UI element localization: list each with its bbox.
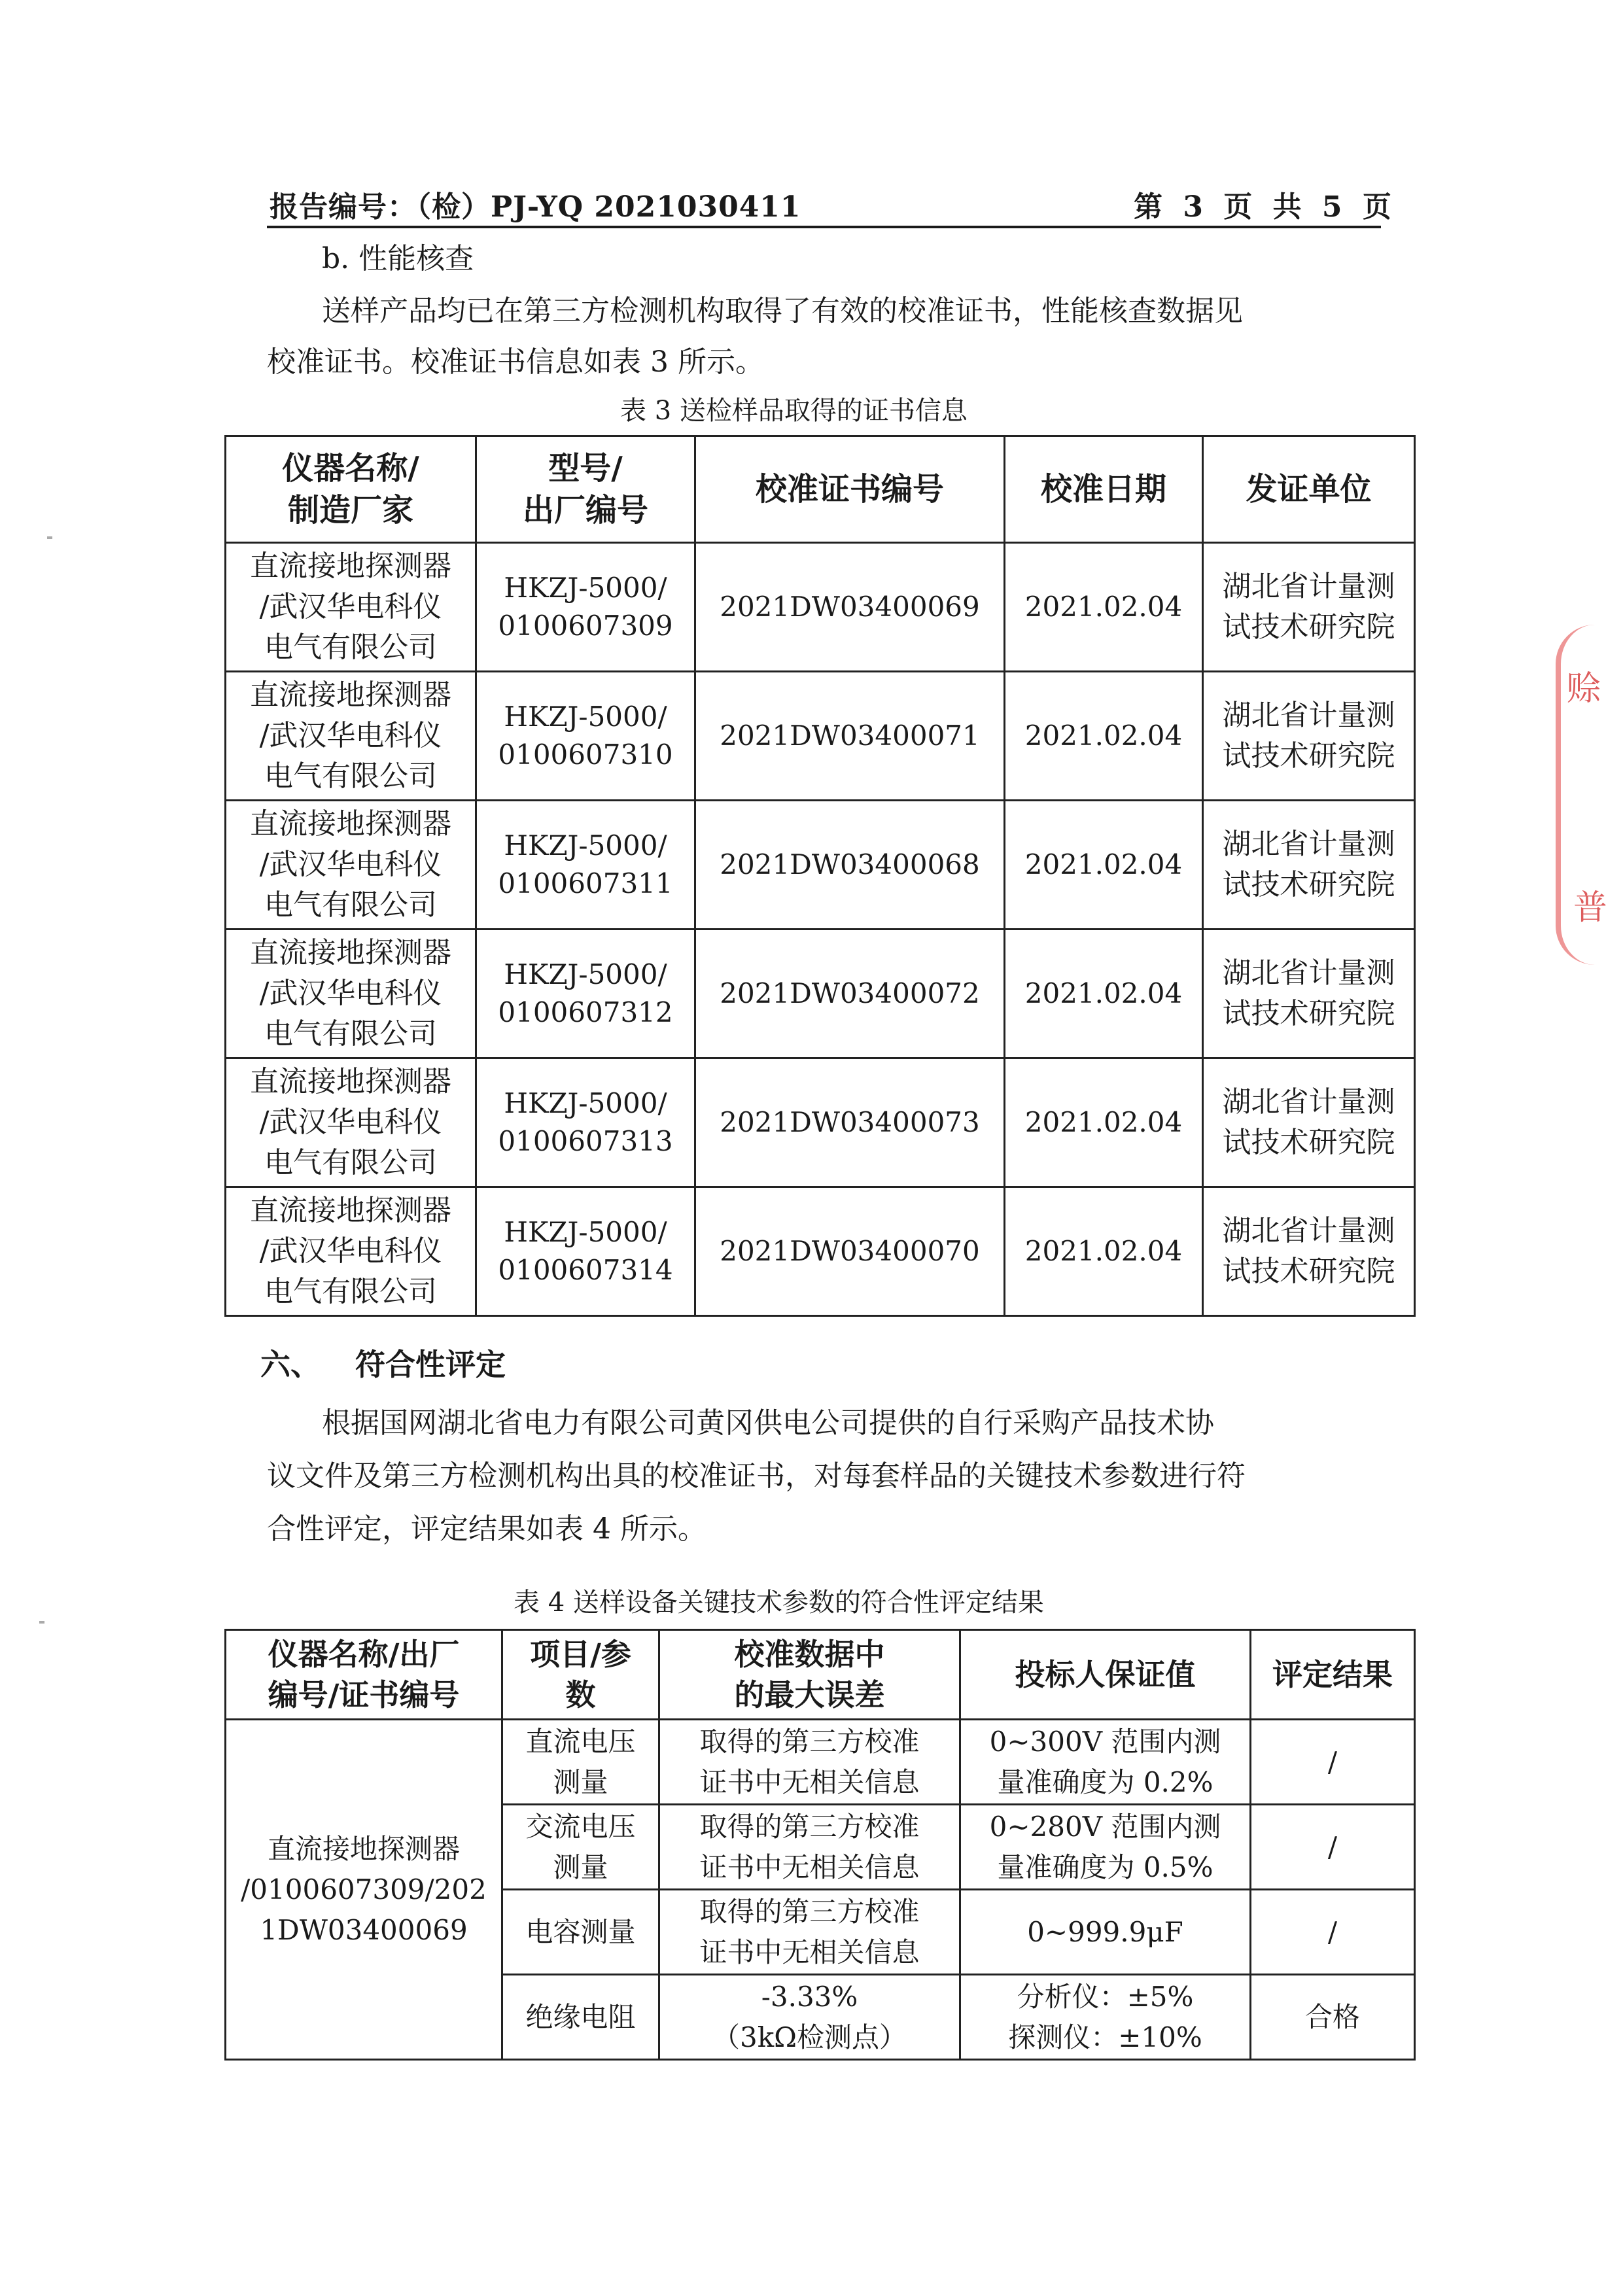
section6-number: 六、: [260, 1347, 321, 1382]
header-cal-date: 校准日期: [1005, 436, 1203, 543]
issuer: 湖北省计量测 试技术研究院: [1203, 801, 1415, 930]
seal-char: 赊: [1567, 669, 1601, 708]
instrument-name: 直流接地探测器 /武汉华电科仪 电气有限公司: [226, 930, 476, 1058]
table-row: [226, 1058, 1415, 1187]
item: 绝缘电阻: [502, 1975, 659, 2060]
cal-date: 2021.02.04: [1005, 543, 1203, 672]
result: /: [1251, 1720, 1415, 1805]
table-header-row: [226, 1630, 1415, 1720]
device-id: 直流接地探测器 /0100607309/202 1DW03400069: [226, 1720, 502, 2060]
certificate-table: [224, 435, 1416, 1317]
conformity-table: [224, 1629, 1416, 2061]
report-number: 报告编号：（检）PJ-YQ 2021030411: [270, 190, 801, 224]
result: /: [1251, 1890, 1415, 1975]
model-serial: HKZJ-5000/ 0100607314: [476, 1187, 695, 1316]
header-model: 型号/ 出厂编号: [476, 436, 695, 543]
section6-para-line3: 合性评定，评定结果如表 4 所示。: [267, 1512, 707, 1546]
table4-caption: 表 4 送样设备关键技术参数的符合性评定结果: [514, 1588, 1044, 1618]
section-b-para-line2: 校准证书。校准证书信息如表 3 所示。: [267, 345, 764, 379]
header-instrument-cert: 仪器名称/出厂 编号/证书编号: [226, 1630, 502, 1720]
model-serial: HKZJ-5000/ 0100607313: [476, 1058, 695, 1187]
item: 直流电压 测量: [502, 1720, 659, 1805]
cal-date: 2021.02.04: [1005, 801, 1203, 930]
max-error: 取得的第三方校准 证书中无相关信息: [659, 1890, 960, 1975]
table3-caption: 表 3 送检样品取得的证书信息: [620, 396, 968, 426]
result: /: [1251, 1805, 1415, 1890]
item: 交流电压 测量: [502, 1805, 659, 1890]
instrument-name: 直流接地探测器 /武汉华电科仪 电气有限公司: [226, 801, 476, 930]
page-info: 第 3 页 共 5 页: [1134, 190, 1397, 224]
section-b-para-line1: 送样产品均已在第三方检测机构取得了有效的校准证书，性能核查数据见: [322, 294, 1243, 328]
model-serial: HKZJ-5000/ 0100607310: [476, 672, 695, 801]
item: 电容测量: [502, 1890, 659, 1975]
cert-number: 2021DW03400072: [695, 930, 1005, 1058]
guaranteed-value: 0~999.9μF: [960, 1890, 1251, 1975]
model-serial: HKZJ-5000/ 0100607311: [476, 801, 695, 930]
cert-number: 2021DW03400068: [695, 801, 1005, 930]
instrument-name: 直流接地探测器 /武汉华电科仪 电气有限公司: [226, 1058, 476, 1187]
model-serial: HKZJ-5000/ 0100607312: [476, 930, 695, 1058]
header-guaranteed-value: 投标人保证值: [960, 1630, 1251, 1720]
guaranteed-value: 0~280V 范围内测 量准确度为 0.5%: [960, 1805, 1251, 1890]
table-row: [226, 1187, 1415, 1316]
issuer: 湖北省计量测 试技术研究院: [1203, 930, 1415, 1058]
header-max-error: 校准数据中 的最大误差: [659, 1630, 960, 1720]
cert-number: 2021DW03400073: [695, 1058, 1005, 1187]
issuer: 湖北省计量测 试技术研究院: [1203, 1058, 1415, 1187]
guaranteed-value: 分析仪：±5% 探测仪：±10%: [960, 1975, 1251, 2060]
cal-date: 2021.02.04: [1005, 672, 1203, 801]
header-issuer: 发证单位: [1203, 436, 1415, 543]
max-error: 取得的第三方校准 证书中无相关信息: [659, 1720, 960, 1805]
guaranteed-value: 0~300V 范围内测 量准确度为 0.2%: [960, 1720, 1251, 1805]
cert-number: 2021DW03400070: [695, 1187, 1005, 1316]
header-rule: [267, 226, 1381, 228]
header-item: 项目/参 数: [502, 1630, 659, 1720]
header-instrument: 仪器名称/ 制造厂家: [226, 436, 476, 543]
section6-title: 符合性评定: [355, 1347, 506, 1382]
scan-speck: [39, 1621, 44, 1624]
max-error: 取得的第三方校准 证书中无相关信息: [659, 1805, 960, 1890]
section6-para-line2: 议文件及第三方检测机构出具的校准证书，对每套样品的关键技术参数进行符: [267, 1459, 1246, 1493]
table-row: [226, 1720, 1415, 1805]
issuer: 湖北省计量测 试技术研究院: [1203, 543, 1415, 672]
instrument-name: 直流接地探测器 /武汉华电科仪 电气有限公司: [226, 672, 476, 801]
table-row: [226, 672, 1415, 801]
header-cert-number: 校准证书编号: [695, 436, 1005, 543]
cert-number: 2021DW03400069: [695, 543, 1005, 672]
issuer: 湖北省计量测 试技术研究院: [1203, 1187, 1415, 1316]
cal-date: 2021.02.04: [1005, 930, 1203, 1058]
instrument-name: 直流接地探测器 /武汉华电科仪 电气有限公司: [226, 1187, 476, 1316]
cal-date: 2021.02.04: [1005, 1058, 1203, 1187]
section6-para-line1: 根据国网湖北省电力有限公司黄冈供电公司提供的自行采购产品技术协: [322, 1406, 1214, 1440]
model-serial: HKZJ-5000/ 0100607309: [476, 543, 695, 672]
table-header-row: [226, 436, 1415, 543]
seal-char: 普: [1573, 888, 1608, 928]
cal-date: 2021.02.04: [1005, 1187, 1203, 1316]
result: 合格: [1251, 1975, 1415, 2060]
instrument-name: 直流接地探测器 /武汉华电科仪 电气有限公司: [226, 543, 476, 672]
table-row: [226, 930, 1415, 1058]
cert-number: 2021DW03400071: [695, 672, 1005, 801]
header-result: 评定结果: [1251, 1630, 1415, 1720]
table-row: [226, 801, 1415, 930]
table-row: [226, 543, 1415, 672]
issuer: 湖北省计量测 试技术研究院: [1203, 672, 1415, 801]
scan-speck: [47, 536, 52, 539]
section-b-heading: b. 性能核查: [322, 242, 474, 275]
max-error: -3.33% （3kΩ检测点）: [659, 1975, 960, 2060]
